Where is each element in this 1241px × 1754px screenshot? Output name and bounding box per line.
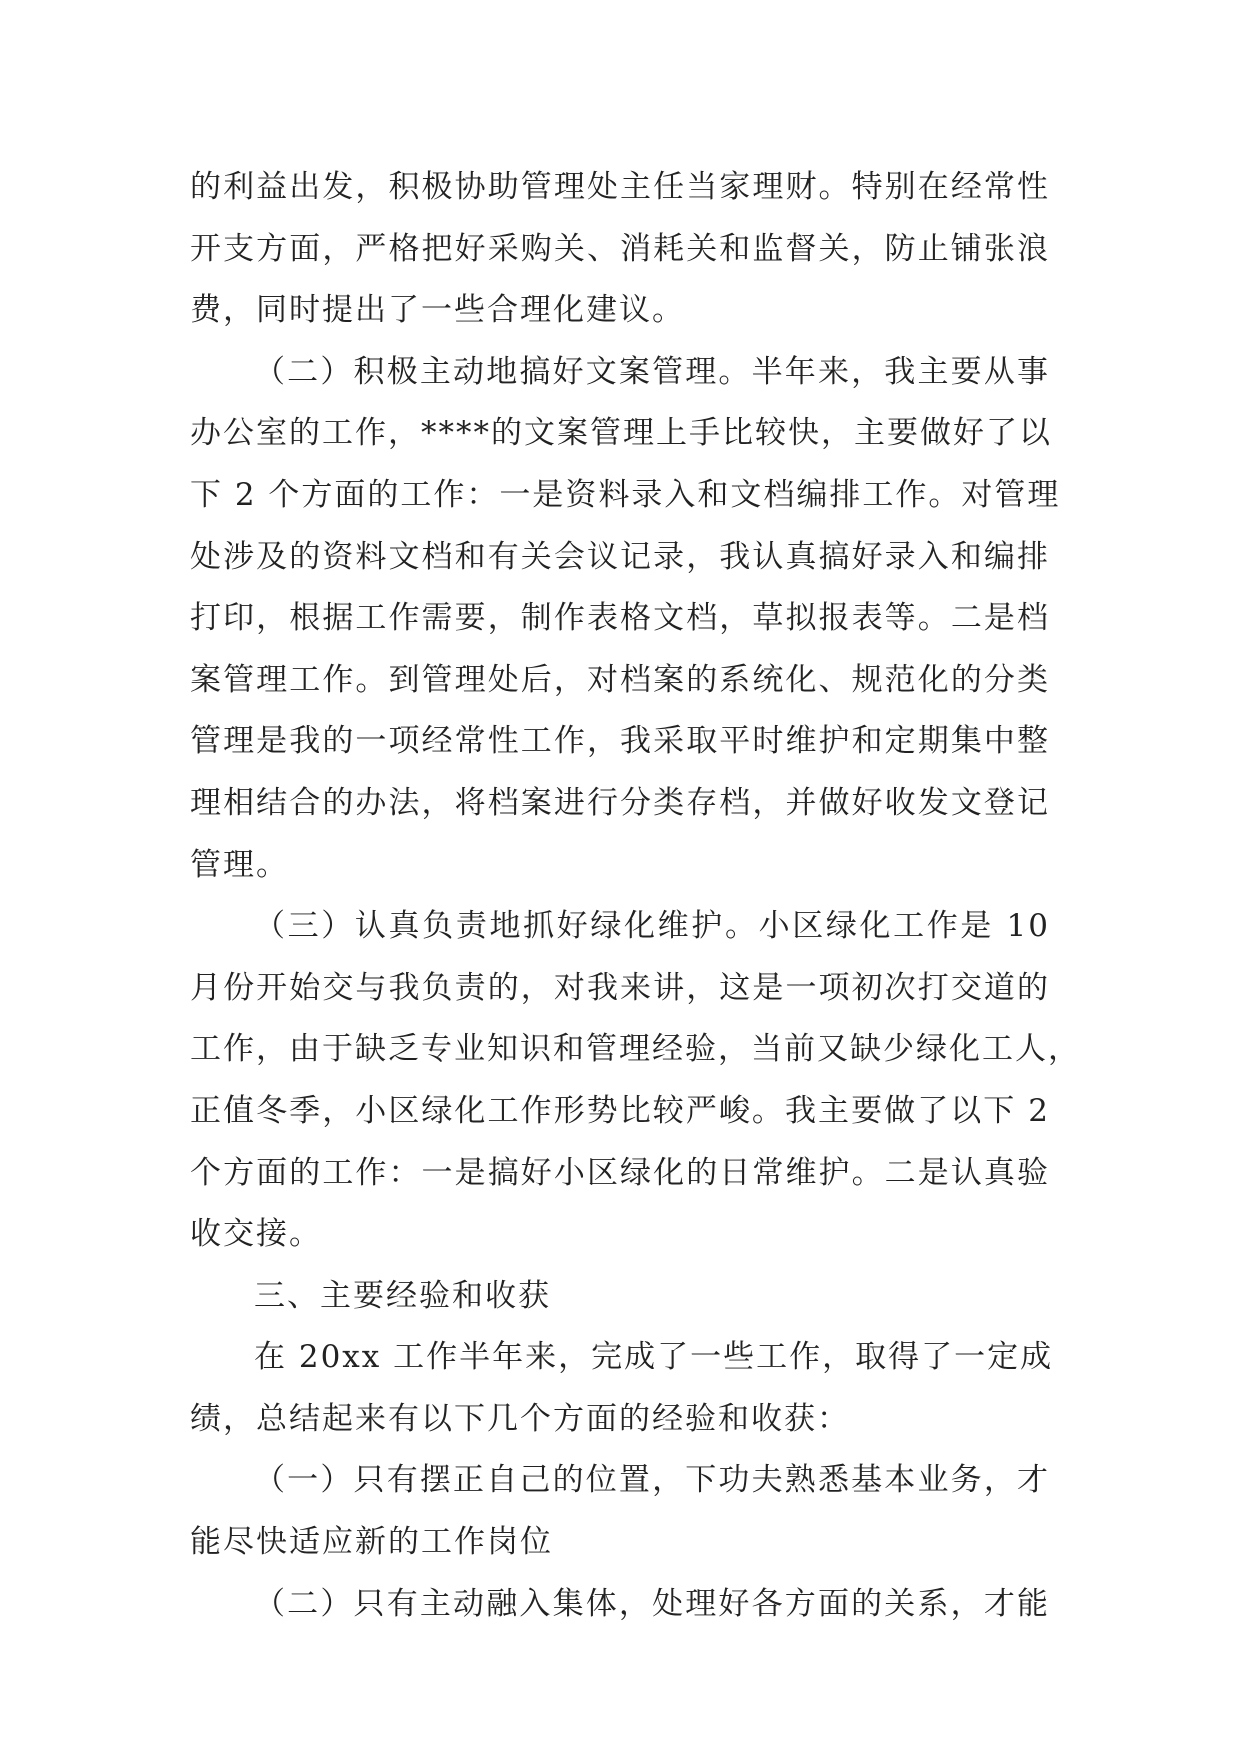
text-line: 工作，由于缺乏专业知识和管理经验，当前又缺少绿化工人， bbox=[190, 1031, 1081, 1068]
section-title: 三、主要经验和收获 bbox=[254, 1277, 551, 1314]
text-line: 在 20xx 工作半年来，完成了一些工作，取得了一定成 bbox=[254, 1339, 1054, 1376]
section-heading-line: （一）只有摆正自己的位置，下功夫熟悉基本业务，才 bbox=[254, 1462, 1050, 1499]
text-line: 下 2 个方面的工作：一是资料录入和文档编排工作。对管理 bbox=[190, 476, 1061, 513]
text-line: 个方面的工作：一是搞好小区绿化的日常维护。二是认真验 bbox=[190, 1154, 1050, 1191]
text-line: 费，同时提出了一些合理化建议。 bbox=[190, 292, 685, 329]
text-line: 正值冬季，小区绿化工作形势比较严峻。我主要做了以下 2 bbox=[190, 1092, 1050, 1129]
text-line: 处涉及的资料文档和有关会议记录，我认真搞好录入和编排 bbox=[190, 538, 1050, 575]
text-line: 收交接。 bbox=[190, 1216, 322, 1253]
text-line: 能尽快适应新的工作岗位 bbox=[190, 1524, 553, 1561]
text-line: 理相结合的办法，将档案进行分类存档，并做好收发文登记 bbox=[190, 784, 1050, 821]
text-line: 绩，总结起来有以下几个方面的经验和收获： bbox=[190, 1400, 850, 1437]
text-line: 管理是我的一项经常性工作，我采取平时维护和定期集中整 bbox=[190, 723, 1050, 760]
text-line: 打印，根据工作需要，制作表格文档，草拟报表等。二是档 bbox=[190, 600, 1050, 637]
section-heading-line: （二）只有主动融入集体，处理好各方面的关系，才能 bbox=[254, 1585, 1050, 1622]
text-line: 的利益出发，积极协助管理处主任当家理财。特别在经常性 bbox=[190, 169, 1050, 205]
document-body bbox=[190, 157, 1081, 1635]
text-line: 案管理工作。到管理处后，对档案的系统化、规范化的分类 bbox=[190, 661, 1050, 698]
text-line: 办公室的工作，****的文案管理上手比较快，主要做好了以 bbox=[190, 415, 1052, 452]
text-line: 月份开始交与我负责的，对我来讲，这是一项初次打交道的 bbox=[190, 969, 1050, 1006]
text-line: 开支方面，严格把好采购关、消耗关和监督关，防止铺张浪 bbox=[190, 230, 1050, 267]
section-heading-line: （二）积极主动地搞好文案管理。半年来，我主要从事 bbox=[254, 353, 1050, 390]
section-heading-line: （三）认真负责地抓好绿化维护。小区绿化工作是 10 bbox=[254, 908, 1050, 945]
text-line: 管理。 bbox=[190, 846, 289, 883]
